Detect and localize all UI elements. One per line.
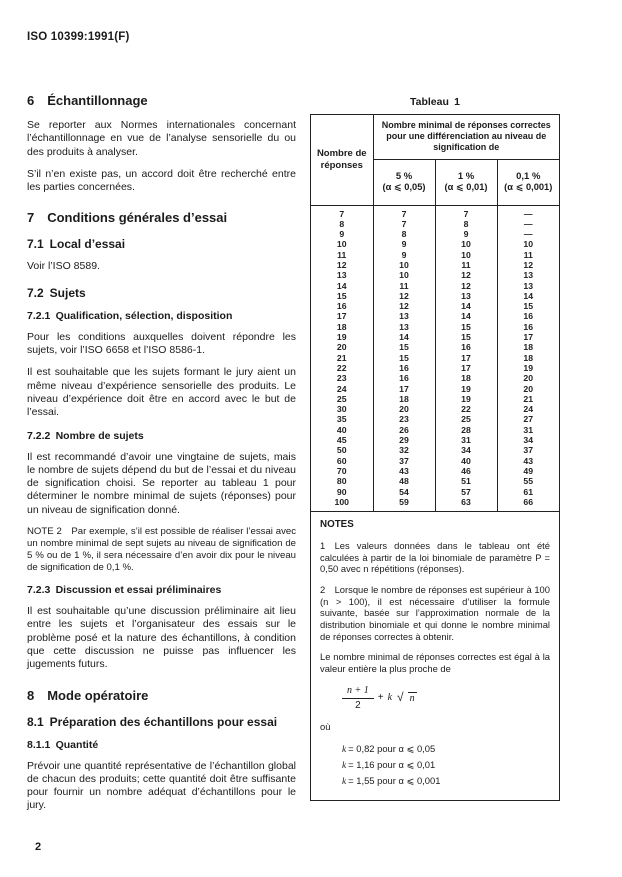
min-correct-cell: 40 [435, 456, 497, 466]
min-correct-cell: 17 [497, 332, 559, 342]
min-correct-cell: 10 [497, 239, 559, 249]
alpha-label: (α ⩽ 0,001) [504, 182, 553, 192]
paragraph: Pour les conditions auxquelles doivent répondre les sujets, voir l’ISO 6658 et l’ISO 8586-1. [27, 330, 296, 357]
table-row [311, 250, 559, 260]
min-correct-cell: 12 [435, 270, 497, 280]
min-correct-cell: 14 [497, 291, 559, 301]
table-row [311, 476, 559, 486]
k-value-line [342, 758, 550, 774]
min-correct-cell: 15 [435, 322, 497, 332]
paragraph: Il est souhaitable qu’une discussion préliminaire ait lieu entre les sujets et l’organisateur des essais sur le problème posé et la nature des échantillons, à condition que cette discussion ne puisse pas influencer les jugements futurs. [27, 605, 296, 671]
note-1: 1 Les valeurs données dans le tableau ont été calculées à partir de la loi binomiale de paramètre P = 0,50 avec n répétitions (réponses). [320, 539, 550, 575]
k-value-text: = 0,82 pour α ⩽ 0,05 [348, 742, 436, 754]
min-correct-cell: 10 [373, 270, 435, 280]
table-row [311, 342, 559, 352]
min-correct-cell: 11 [497, 250, 559, 260]
fraction [342, 685, 374, 711]
k-variable: k [342, 776, 347, 787]
min-correct-cell: 12 [497, 260, 559, 270]
table-row [311, 322, 559, 332]
min-correct-cell: 11 [435, 260, 497, 270]
sig-level-label: 1 % [457, 171, 475, 182]
min-correct-cell: 59 [373, 497, 435, 511]
table-row [311, 291, 559, 301]
paragraph: Il est recommandé d’avoir une vingtaine de sujets, mais le nombre de sujets dépend du but de l’essai et du niveau de signification choisi. Se reporter au tableau 1 pour déterminer le nombre minimal de sujets (réponses) pour un niveau de signification donné. [27, 450, 296, 516]
min-correct-cell: 9 [373, 250, 435, 260]
plus-operator: + [377, 692, 384, 704]
section-7-1-title: 7.1 Local d’essai [27, 237, 126, 252]
table-row [311, 384, 559, 394]
min-correct-cell: 19 [435, 394, 497, 404]
paragraph: Voir l’ISO 8589. [27, 260, 100, 273]
min-correct-cell: 34 [435, 445, 497, 455]
table-row [311, 414, 559, 424]
notes-section [311, 511, 559, 800]
min-correct-cell: — [497, 205, 559, 219]
min-correct-cell: 17 [373, 384, 435, 394]
min-correct-cell: 24 [497, 404, 559, 414]
k-value-text: = 1,55 pour α ⩽ 0,001 [348, 774, 441, 786]
col-header-1pct [435, 159, 497, 205]
table-1-box [310, 114, 560, 801]
k-variable: k [387, 692, 393, 704]
section-6-title: 6 Échantillonnage [27, 93, 148, 108]
min-correct-cell: 13 [497, 270, 559, 280]
n-responses-cell: 24 [336, 383, 347, 394]
n-responses-cell: 21 [336, 352, 347, 363]
min-correct-cell: 16 [373, 363, 435, 373]
k-value-line [342, 774, 550, 790]
n-responses-cell: 19 [336, 332, 347, 343]
table-row [311, 229, 559, 239]
alpha-label: (α ⩽ 0,05) [382, 182, 426, 192]
section-8-title: 8 Mode opératoire [27, 687, 149, 703]
table-row [311, 353, 559, 363]
min-correct-cell: 14 [435, 301, 497, 311]
min-correct-cell: 48 [373, 476, 435, 486]
k-variable: k [342, 744, 347, 755]
n-responses-cell: 70 [336, 465, 347, 476]
min-correct-cell: 9 [373, 239, 435, 249]
n-responses-cell: 13 [336, 270, 347, 281]
paragraph: Prévoir une quantité représentative de l’échantillon global de chacun des produits; cette quantité doit être suffisante pour fournir un nombre adéquat d’échantillons pour le jury. [27, 759, 296, 812]
min-correct-cell: 43 [497, 456, 559, 466]
n-responses-cell: 40 [336, 424, 347, 435]
min-correct-cell: 31 [435, 435, 497, 445]
min-correct-cell: 18 [497, 353, 559, 363]
section-7-2-3-title: 7.2.3 Discussion et essai préliminaires [27, 584, 222, 597]
table-row [311, 301, 559, 311]
alpha-label: (α ⩽ 0,01) [444, 182, 488, 192]
table-row [311, 497, 559, 511]
paragraph: Il est souhaitable que les sujets formant le jury aient un même niveau d’expérience sensorielle des produits. Le niveau d’expérience doit être en accord avec le but de l’essai. [27, 366, 296, 419]
min-correct-cell: 13 [373, 322, 435, 332]
n-responses-cell: 10 [336, 239, 347, 250]
min-correct-cell: 13 [435, 291, 497, 301]
min-correct-cell: 26 [373, 425, 435, 435]
n-responses-cell: 25 [336, 393, 347, 404]
min-correct-cell: 10 [435, 239, 497, 249]
min-correct-cell: 8 [373, 229, 435, 239]
min-correct-cell: 7 [373, 219, 435, 229]
k-value-line [342, 742, 550, 758]
radical-sign: √ [397, 690, 404, 705]
n-responses-cell: 7 [339, 208, 345, 219]
min-correct-cell: 57 [435, 487, 497, 497]
page-number: 2 [35, 841, 42, 853]
min-correct-cell: 31 [497, 425, 559, 435]
table-title: Tableau 1 [410, 96, 460, 108]
table-row [311, 219, 559, 229]
table-row [311, 404, 559, 414]
k-variable: k [342, 760, 347, 771]
min-correct-cell: — [497, 219, 559, 229]
min-correct-cell: 27 [497, 414, 559, 424]
min-correct-cell: 37 [497, 445, 559, 455]
min-correct-cell: 20 [497, 373, 559, 383]
min-correct-cell: 15 [373, 342, 435, 352]
min-correct-cell: 46 [435, 466, 497, 476]
n-responses-cell: 90 [336, 486, 347, 497]
n-responses-cell: 17 [336, 311, 347, 322]
min-correct-cell: 9 [435, 229, 497, 239]
n-responses-cell: 30 [336, 404, 347, 415]
section-8-1-title: 8.1 Préparation des échantillons pour essai [27, 714, 278, 729]
col-header-01pct [497, 159, 559, 205]
section-7-2-title: 7.2 Sujets [27, 285, 86, 300]
table-row [311, 435, 559, 445]
n-responses-cell: 35 [336, 414, 347, 425]
min-correct-cell: 61 [497, 487, 559, 497]
min-correct-cell: 18 [435, 373, 497, 383]
min-correct-cell: 17 [435, 353, 497, 363]
section-8-1-1-title: 8.1.1 Quantité [27, 738, 99, 751]
min-correct-cell: 34 [497, 435, 559, 445]
min-correct-cell: 54 [373, 487, 435, 497]
min-correct-cell: 16 [373, 373, 435, 383]
table-row [311, 205, 559, 219]
n-responses-cell: 20 [336, 342, 347, 353]
doc-reference: ISO 10399:1991(F) [27, 31, 130, 43]
min-correct-cell: 21 [497, 394, 559, 404]
col-header-responses: Nombre de réponses [311, 115, 373, 205]
section-7-title: 7 Conditions générales d’essai [27, 210, 228, 226]
min-correct-cell: 28 [435, 425, 497, 435]
min-correct-cell: 25 [435, 414, 497, 424]
min-correct-cell: 11 [373, 281, 435, 291]
table-row [311, 363, 559, 373]
min-correct-cell: 19 [497, 363, 559, 373]
min-correct-cell: 7 [373, 205, 435, 219]
min-correct-cell: 16 [497, 311, 559, 321]
formula [342, 685, 550, 711]
note-2-continued: Le nombre minimal de réponses correctes est égal à la valeur entière la plus proche de [320, 651, 550, 675]
table-row [311, 270, 559, 280]
min-correct-cell: 7 [435, 205, 497, 219]
min-correct-cell: 12 [373, 301, 435, 311]
min-correct-cell: 18 [497, 342, 559, 352]
min-correct-cell: 15 [435, 332, 497, 342]
table-1 [311, 115, 559, 511]
min-correct-cell: 8 [435, 219, 497, 229]
min-correct-cell: 10 [435, 250, 497, 260]
table-row [311, 456, 559, 466]
table-row [311, 239, 559, 249]
paragraph: S’il n’en existe pas, un accord doit être recherché entre les parties concernées. [27, 167, 296, 194]
min-correct-cell: 32 [373, 445, 435, 455]
min-correct-cell: 13 [497, 281, 559, 291]
sig-level-label: 0,1 % [516, 171, 541, 182]
n-responses-cell: 60 [336, 455, 347, 466]
table-row [311, 332, 559, 342]
col-header-span: Nombre minimal de réponses correctes pour une différenciation au niveau de signification de [373, 115, 559, 159]
n-responses-cell: 22 [336, 362, 347, 373]
n-responses-cell: 15 [336, 290, 347, 301]
min-correct-cell: 17 [435, 363, 497, 373]
min-correct-cell: 14 [373, 332, 435, 342]
fraction-denominator: 2 [355, 699, 361, 711]
table-row [311, 425, 559, 435]
min-correct-cell: 13 [373, 311, 435, 321]
n-responses-cell: 50 [336, 445, 347, 456]
table-row [311, 281, 559, 291]
min-correct-cell: 14 [435, 311, 497, 321]
min-correct-cell: 22 [435, 404, 497, 414]
radicand: n [409, 692, 415, 704]
fraction-numerator: n + 1 [342, 685, 374, 699]
note-2-paragraph: NOTE 2 Par exemple, s’il est possible de réaliser l’essai avec un nombre minimal de sept sujets au niveau de signification de 5 % ou de 1 %, il sera nécessaire d’en avoir dix pour le niveau de signification de 0,1 %. [27, 526, 296, 574]
n-responses-cell: 12 [336, 259, 347, 270]
min-correct-cell: 18 [373, 394, 435, 404]
min-correct-cell: 16 [497, 322, 559, 332]
n-responses-cell: 9 [339, 229, 345, 240]
table-row [311, 394, 559, 404]
col-header-5pct [373, 159, 435, 205]
min-correct-cell: 12 [373, 291, 435, 301]
left-column [27, 93, 296, 822]
sig-level-label: 5 % [395, 171, 413, 182]
n-responses-cell: 80 [336, 476, 347, 487]
n-responses-cell: 18 [336, 321, 347, 332]
table-row [311, 487, 559, 497]
table-row [311, 260, 559, 270]
min-correct-cell: 66 [497, 497, 559, 511]
n-responses-cell: 14 [336, 280, 347, 291]
table-row [311, 311, 559, 321]
min-correct-cell: 12 [435, 281, 497, 291]
table-row [311, 373, 559, 383]
min-correct-cell: 19 [435, 384, 497, 394]
n-responses-cell: 45 [336, 435, 347, 446]
table-header [311, 115, 559, 205]
right-column [310, 96, 560, 801]
table-row [311, 445, 559, 455]
min-correct-cell: 37 [373, 456, 435, 466]
n-responses-cell: 11 [337, 249, 347, 260]
min-correct-cell: 49 [497, 466, 559, 476]
min-correct-cell: — [497, 229, 559, 239]
min-correct-cell: 43 [373, 466, 435, 476]
min-correct-cell: 63 [435, 497, 497, 511]
n-responses-cell: 16 [336, 301, 347, 312]
note-2: 2 Lorsque le nombre de réponses est supérieur à 100 (n > 100), il est nécessaire d’utiliser la formule suivante, basée sur l’approximation normale de la distribution binomiale et qui donne le nombre minimal de réponses correctes à obtenir. [320, 583, 550, 642]
min-correct-cell: 16 [435, 342, 497, 352]
n-responses-cell: 23 [336, 373, 347, 384]
min-correct-cell: 15 [497, 301, 559, 311]
paragraph: Se reporter aux Normes internationales concernant l’échantillonnage en vue de l’analyse sensorielle du ou des produits à analyser. [27, 119, 296, 158]
min-correct-cell: 51 [435, 476, 497, 486]
section-7-2-2-title: 7.2.2 Nombre de sujets [27, 429, 144, 442]
n-responses-cell: 100 [334, 496, 349, 507]
min-correct-cell: 20 [373, 404, 435, 414]
section-7-2-1-title: 7.2.1 Qualification, sélection, disposition [27, 309, 233, 322]
min-correct-cell: 10 [373, 260, 435, 270]
min-correct-cell: 55 [497, 476, 559, 486]
k-value-text: = 1,16 pour α ⩽ 0,01 [348, 758, 436, 770]
notes-heading: NOTES [320, 519, 354, 531]
table-body [311, 205, 559, 511]
min-correct-cell: 15 [373, 353, 435, 363]
min-correct-cell: 20 [497, 384, 559, 394]
table-row [311, 466, 559, 476]
min-correct-cell: 23 [373, 414, 435, 424]
min-correct-cell: 29 [373, 435, 435, 445]
n-responses-cell: 8 [339, 218, 345, 229]
ou-label: où [320, 721, 331, 733]
